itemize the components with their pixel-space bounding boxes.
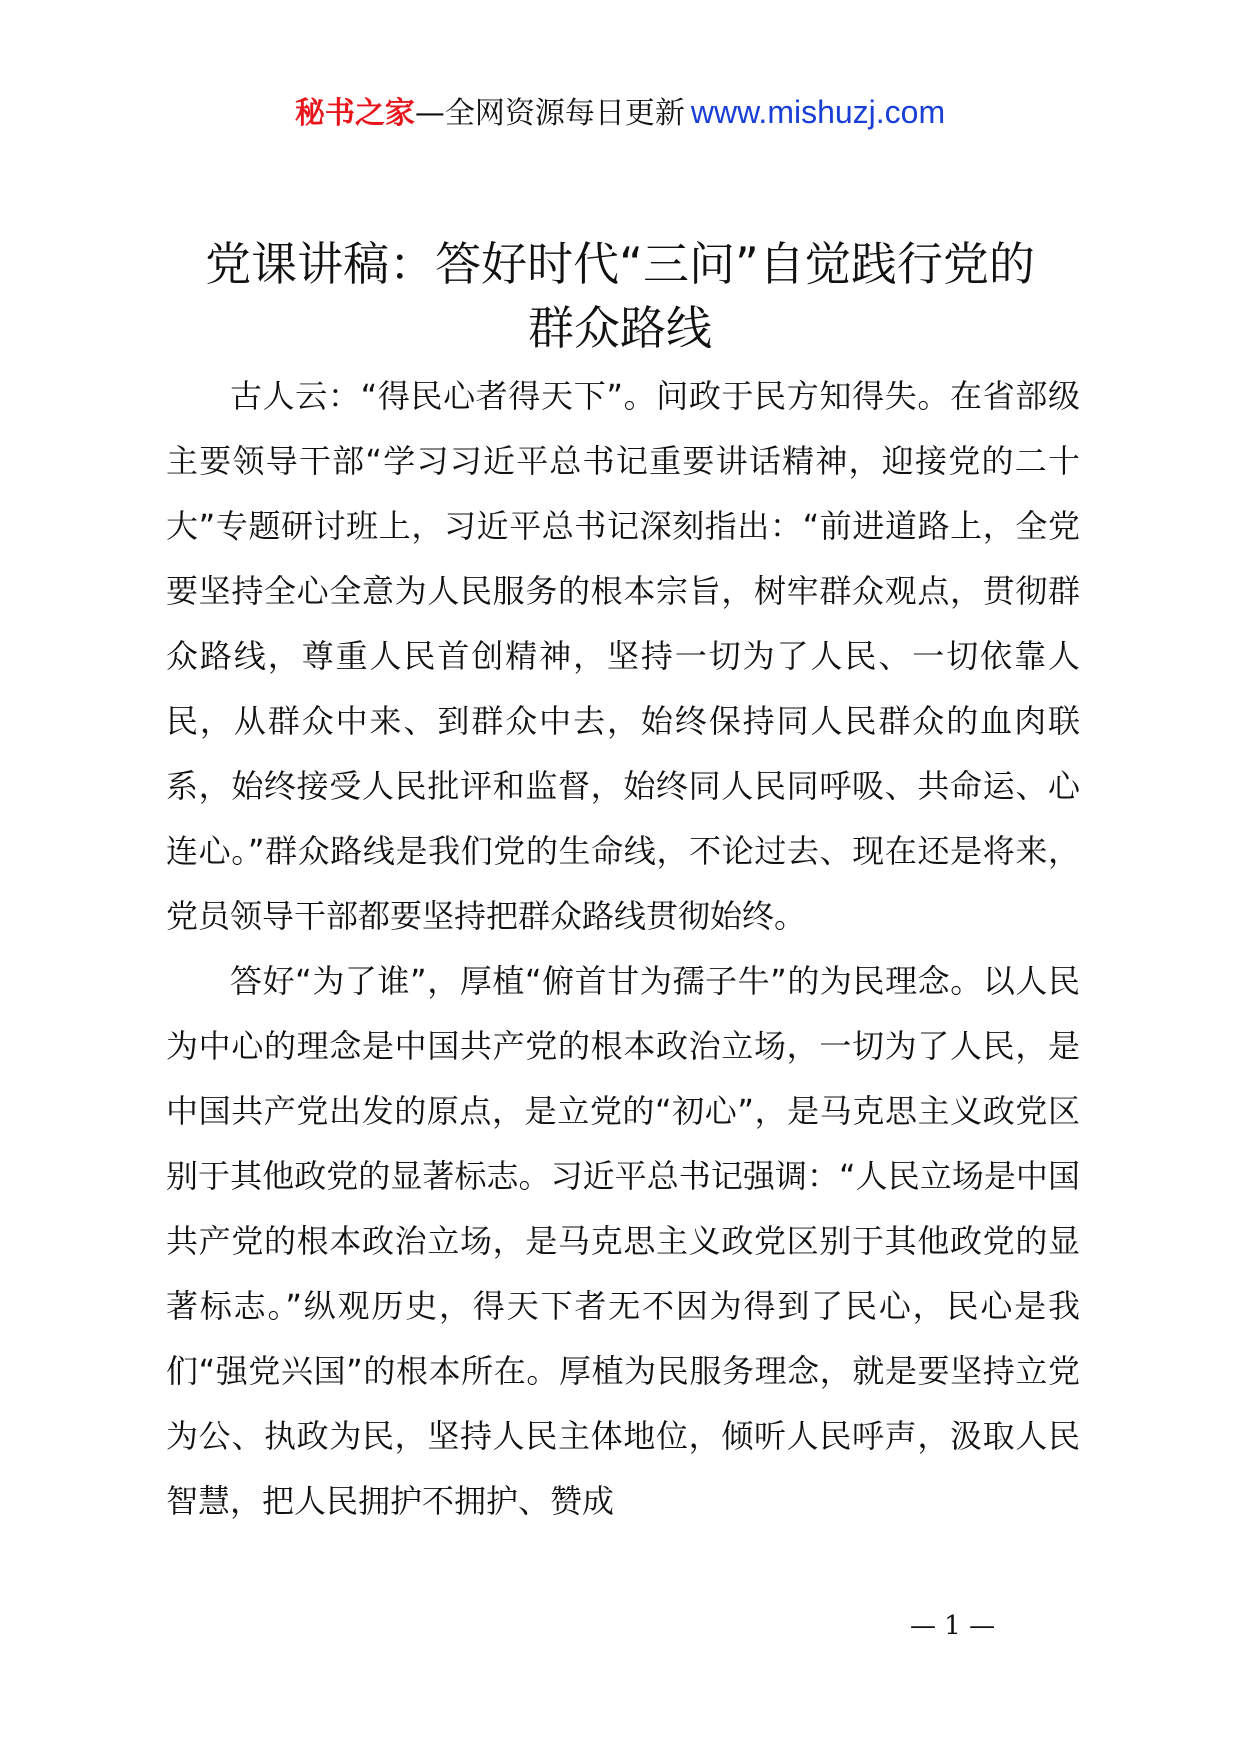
site-brand: 秘书之家: [294, 96, 415, 131]
body-paragraph-2: 答好“为了谁”，厚植“俯首甘为孺子牛”的为民理念。以人民为中心的理念是中国共产党的根本政治立场，一切为了人民，是中国共产党出发的原点，是立党的“初心”，是马克思主义政党区别于其他政党的显著标志。习近平总书记强调：“人民立场是中国共产党的根本政治立场，是马克思主义政党区别于其他政党的显著标志。”纵观历史，得天下者无不因为得到了民心，民心是我们“强党兴国”的根本所在。厚植为民服务理念，就是要坚持立党为公、执政为民，坚持人民主体地位，倾听人民呼声，汲取人民智慧，把人民拥护不拥护、赞成: [166, 962, 1080, 1520]
document-title: [160, 232, 1080, 360]
document-body: [166, 364, 1080, 1534]
site-slogan: —全网资源每日更新: [414, 96, 685, 131]
site-url-link[interactable]: www.mishuzj.com: [690, 94, 946, 130]
document-title-line-2: 群众路线: [528, 301, 712, 355]
site-header: [0, 92, 1240, 134]
body-paragraph-1: 古人云：“得民心者得天下”。问政于民方知得失。在省部级主要领导干部“学习习近平总书记重要讲话精神，迎接党的二十大”专题研讨班上，习近平总书记深刻指出：“前进道路上，全党要坚持全心全意为人民服务的根本宗旨，树牢群众观点，贯彻群众路线，尊重人民首创精神，坚持一切为了人民、一切依靠人民，从群众中来、到群众中去，始终保持同人民群众的血肉联系，始终接受人民批评和监督，始终同人民同呼吸、共命运、心连心。”群众路线是我们党的生命线，不论过去、现在还是将来，党员领导干部都要坚持把群众路线贯彻始终。: [166, 377, 1080, 935]
page-number: — 1 —: [910, 1611, 996, 1641]
document-title-line-1: 党课讲稿：答好时代“三问”自觉践行党的: [205, 237, 1035, 291]
